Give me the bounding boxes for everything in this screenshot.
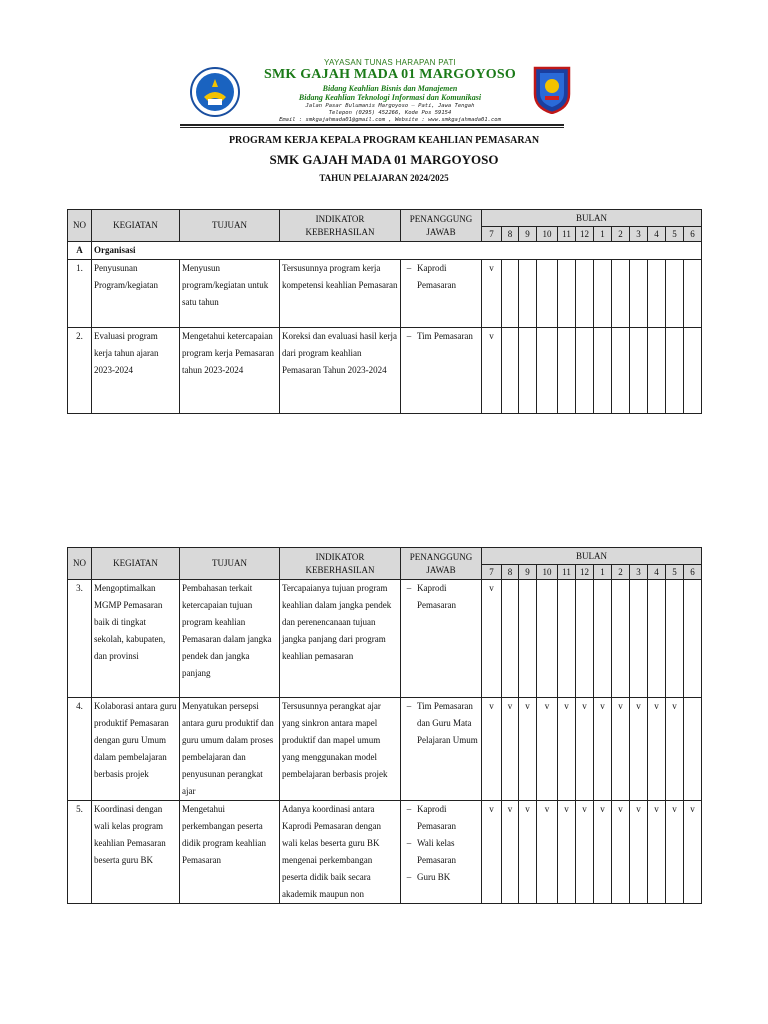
table-row	[68, 260, 702, 328]
month-mark: v	[502, 698, 519, 801]
month-mark	[558, 260, 576, 328]
header-pj-1: PENANGGUNG	[409, 551, 473, 562]
row-tujuan: Menyatukan persepsi antara guru produktif dan guru umum dalam proses pembelajaran dan penyusunan perangkat ajar	[180, 698, 280, 801]
academic-year: TAHUN PELAJARAN 2024/2025	[319, 173, 449, 183]
month-mark: v	[684, 801, 702, 904]
month-mark	[537, 260, 558, 328]
pj-text: Kaprodi Pemasaran	[417, 804, 456, 831]
month-header: 1	[594, 227, 612, 242]
month-mark	[519, 328, 537, 414]
month-header: 10	[537, 227, 558, 242]
month-header: 5	[666, 227, 684, 242]
program-table-2	[67, 547, 702, 904]
month-mark	[594, 260, 612, 328]
program-table-1	[67, 209, 702, 414]
header-pj-2: JAWAB	[426, 226, 456, 237]
month-mark: v	[630, 698, 648, 801]
month-mark: v	[648, 801, 666, 904]
header-kegiatan: KEGIATAN	[92, 210, 180, 242]
month-mark	[666, 260, 684, 328]
row-no: 1.	[68, 260, 92, 328]
row-penanggung-jawab	[401, 698, 482, 801]
header-tujuan: TUJUAN	[180, 210, 280, 242]
pj-dash: –	[406, 701, 412, 711]
month-mark: v	[558, 698, 576, 801]
header-tujuan: TUJUAN	[180, 548, 280, 580]
letterhead-divider	[180, 124, 564, 126]
month-mark: v	[648, 698, 666, 801]
month-mark	[630, 580, 648, 698]
row-no: 4.	[68, 698, 92, 801]
month-mark: v	[519, 801, 537, 904]
month-mark: v	[558, 801, 576, 904]
pj-dash: –	[406, 263, 412, 273]
pj-dash: –	[406, 583, 412, 593]
header-pj	[401, 548, 482, 580]
month-mark	[684, 260, 702, 328]
group-row	[68, 242, 702, 260]
row-indikator: Koreksi dan evaluasi hasil kerja dari program keahlian Pemasaran Tahun 2023-2024	[280, 328, 401, 414]
month-mark: v	[482, 698, 502, 801]
month-mark	[558, 328, 576, 414]
pj-entry	[401, 698, 479, 749]
month-mark	[648, 260, 666, 328]
row-tujuan: Menyusun program/kegiatan untuk satu tahun	[180, 260, 280, 328]
header-kegiatan: KEGIATAN	[92, 548, 180, 580]
row-penanggung-jawab	[401, 328, 482, 414]
pj-dash: –	[406, 331, 412, 341]
header-indikator-2: KEBERHASILAN	[305, 226, 375, 237]
month-mark	[648, 328, 666, 414]
row-no: 5.	[68, 801, 92, 904]
row-indikator: Tercapaianya tujuan program keahlian dalam jangka pendek dan perenencanaan tujuan jangka panjang dari program keahlian pemasaran	[280, 580, 401, 698]
month-mark: v	[519, 698, 537, 801]
month-header: 6	[684, 227, 702, 242]
table-row	[68, 328, 702, 414]
pj-text: Wali kelas Pemasaran	[417, 838, 456, 865]
header-indikator-1: INDIKATOR	[315, 551, 365, 562]
month-mark	[519, 260, 537, 328]
row-kegiatan: Penyusunan Program/kegiatan	[92, 260, 180, 328]
month-mark	[630, 328, 648, 414]
month-mark	[576, 260, 594, 328]
row-indikator: Tersusunnya program kerja kompetensi keahlian Pemasaran	[280, 260, 401, 328]
row-kegiatan: Evaluasi program kerja tahun ajaran 2023-2024	[92, 328, 180, 414]
month-mark	[537, 328, 558, 414]
pj-dash: –	[406, 838, 412, 848]
pj-dash: –	[406, 872, 412, 882]
row-indikator: Adanya koordinasi antara Kaprodi Pemasaran dengan wali kelas beserta guru BK mengenai perkembangan peserta didik baik secara akademik maupun non	[280, 801, 401, 904]
month-mark: v	[482, 801, 502, 904]
header-indikator	[280, 210, 401, 242]
header-pj-1: PENANGGUNG	[409, 213, 473, 224]
field-business: Bidang Keahlian Bisnis dan Manajemen	[322, 84, 458, 93]
month-mark	[594, 328, 612, 414]
table-row	[68, 801, 702, 904]
month-header: 8	[502, 565, 519, 580]
header-pj	[401, 210, 482, 242]
month-header: 9	[519, 565, 537, 580]
pj-text: Tim Pemasaran	[417, 331, 473, 341]
month-mark: v	[594, 698, 612, 801]
school-title: SMK GAJAH MADA 01 MARGOYOSO	[269, 152, 499, 167]
row-tujuan: Pembahasan terkait ketercapaian tujuan program keahlian Pemasaran dalam jangka pendek dan jangka panjang	[180, 580, 280, 698]
month-header: 11	[558, 227, 576, 242]
pj-entry	[401, 835, 479, 869]
row-penanggung-jawab	[401, 580, 482, 698]
letterhead-divider-thin	[180, 127, 564, 128]
month-header: 12	[576, 565, 594, 580]
header-bulan: BULAN	[482, 548, 702, 565]
month-header: 10	[537, 565, 558, 580]
month-mark: v	[537, 698, 558, 801]
row-kegiatan: Mengoptimalkan MGMP Pemasaran baik di tingkat sekolah, kabupaten, dan provinsi	[92, 580, 180, 698]
month-header: 12	[576, 227, 594, 242]
pj-entry	[401, 328, 479, 345]
pj-dash: –	[406, 804, 412, 814]
month-mark	[576, 580, 594, 698]
contact: Email : smkgajahmada01@gmail.com , Website : www.smkgajahmada01.com	[279, 117, 501, 123]
month-mark	[502, 580, 519, 698]
pj-text: Kaprodi Pemasaran	[417, 263, 456, 290]
month-mark: v	[612, 801, 630, 904]
header-no: NO	[68, 210, 92, 242]
month-mark	[519, 580, 537, 698]
table-row	[68, 580, 702, 698]
row-no: 2.	[68, 328, 92, 414]
pj-text: Guru BK	[417, 872, 451, 882]
row-kegiatan: Kolaborasi antara guru produktif Pemasaran dengan guru Umum dalam pembelajaran berbasis projek	[92, 698, 180, 801]
month-header: 8	[502, 227, 519, 242]
month-header: 5	[666, 565, 684, 580]
phone: Telepon (0295) 452266, Kode Pos 59154	[328, 110, 452, 116]
row-penanggung-jawab	[401, 260, 482, 328]
document-title: PROGRAM KERJA KEPALA PROGRAM KEAHLIAN PEMASARAN	[228, 135, 540, 146]
month-header: 3	[630, 565, 648, 580]
table-row	[68, 698, 702, 801]
month-mark	[594, 580, 612, 698]
month-header: 7	[482, 227, 502, 242]
header-indikator-1: INDIKATOR	[315, 213, 365, 224]
month-header: 7	[482, 565, 502, 580]
month-mark	[684, 698, 702, 801]
month-header: 2	[612, 227, 630, 242]
month-header: 4	[648, 227, 666, 242]
field-it: Bidang Keahlian Teknologi Informasi dan Komunikasi	[298, 93, 482, 102]
month-mark	[666, 328, 684, 414]
header-indikator	[280, 548, 401, 580]
pj-text: Kaprodi Pemasaran	[417, 583, 456, 610]
month-mark	[612, 580, 630, 698]
row-tujuan: Mengetahui ketercapaian program kerja Pemasaran tahun 2023-2024	[180, 328, 280, 414]
month-mark	[537, 580, 558, 698]
foundation-name: YAYASAN TUNAS HARAPAN PATI	[323, 58, 457, 67]
month-mark	[502, 260, 519, 328]
month-mark	[666, 580, 684, 698]
row-kegiatan: Koordinasi dengan wali kelas program keahlian Pemasaran beserta guru BK	[92, 801, 180, 904]
month-mark	[612, 328, 630, 414]
month-header: 4	[648, 565, 666, 580]
row-tujuan: Mengetahui perkembangan peserta didik program keahlian Pemasaran	[180, 801, 280, 904]
month-mark	[558, 580, 576, 698]
month-mark: v	[666, 698, 684, 801]
month-header: 2	[612, 565, 630, 580]
pj-entry	[401, 869, 479, 886]
month-mark: v	[576, 801, 594, 904]
month-header: 9	[519, 227, 537, 242]
month-mark	[612, 260, 630, 328]
school-name: SMK GAJAH MADA 01 MARGOYOSO	[264, 67, 516, 82]
pj-text: Tim Pemasaran dan Guru Mata Pelajaran Umum	[417, 701, 478, 745]
pj-entry	[401, 260, 479, 294]
month-mark	[648, 580, 666, 698]
month-mark: v	[576, 698, 594, 801]
month-mark: v	[482, 260, 502, 328]
row-indikator: Tersusunnya perangkat ajar yang sinkron antara mapel produktif dan mapel umum yang menggunakan model pembelajaran berbasis projek	[280, 698, 401, 801]
month-mark	[630, 260, 648, 328]
month-mark: v	[630, 801, 648, 904]
group-label: Organisasi	[92, 242, 702, 260]
month-mark	[684, 580, 702, 698]
month-mark: v	[482, 328, 502, 414]
month-mark	[576, 328, 594, 414]
header-bulan: BULAN	[482, 210, 702, 227]
header-no: NO	[68, 548, 92, 580]
tut-wuri-handayani-logo	[186, 67, 244, 117]
pj-entry	[401, 580, 479, 614]
month-mark	[684, 328, 702, 414]
month-mark	[502, 328, 519, 414]
month-mark: v	[612, 698, 630, 801]
month-mark: v	[537, 801, 558, 904]
month-mark: v	[482, 580, 502, 698]
header-indikator-2: KEBERHASILAN	[305, 564, 375, 575]
month-mark: v	[502, 801, 519, 904]
row-no: 3.	[68, 580, 92, 698]
group-no: A	[68, 242, 92, 260]
pj-entry	[401, 801, 479, 835]
header-pj-2: JAWAB	[426, 564, 456, 575]
address: Jalan Pasar Bulumanis Margoyoso – Pati, Jawa Tengah	[305, 103, 475, 109]
month-header: 3	[630, 227, 648, 242]
month-header: 1	[594, 565, 612, 580]
month-header: 11	[558, 565, 576, 580]
month-mark: v	[666, 801, 684, 904]
month-header: 6	[684, 565, 702, 580]
month-mark: v	[594, 801, 612, 904]
row-penanggung-jawab	[401, 801, 482, 904]
